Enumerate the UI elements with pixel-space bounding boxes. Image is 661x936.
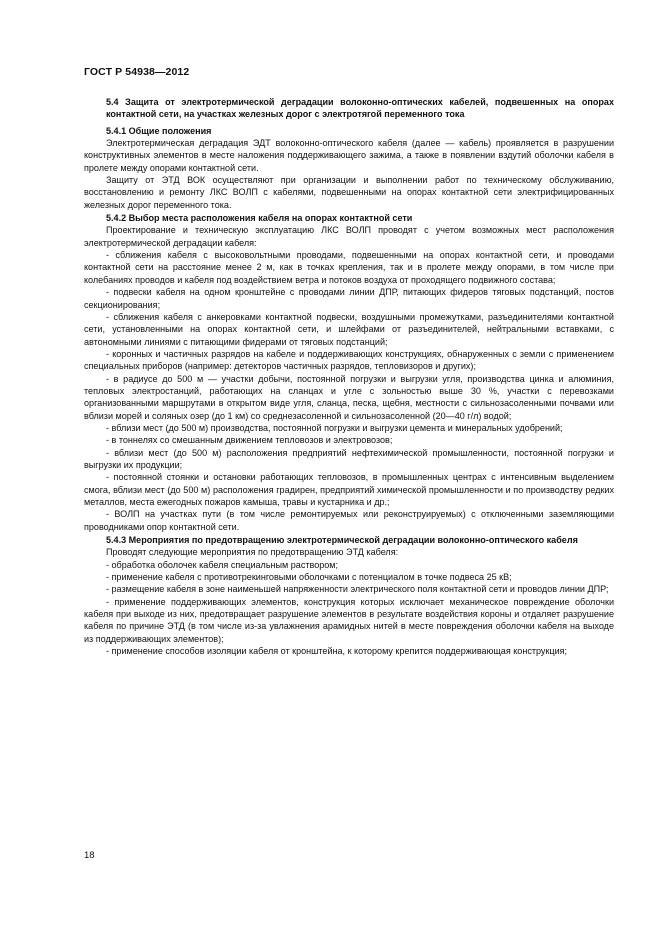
list-item: - подвески кабеля на одном кронштейне с проводами линии ДПР, питающих фидеров тяговых подстанций, постов секционирования; <box>84 287 614 310</box>
subsection-heading-542: 5.4.2 Выбор места расположения кабеля на опорах контактной сети <box>106 213 413 224</box>
list-item: - сближения кабеля с высоковольтными проводами, подвешенными на опорах контактной сети, и проводами контактной сети на расстояние менее 2 м, как в точках крепления, так и в пролете между опорами, в том числе при колебаниях проводов и кабеля под воздействием ветра и потоков воздуха от проходящего подвижного состава; <box>84 250 614 285</box>
paragraph: Защиту от ЭТД ВОК осуществляют при организации и выполнении работ по техническому обслуживанию, восстановлению и ремонту ЛКС ВОЛП с кабелями, подвешенными на опорах контактной сети электрифицированных железных дорог переменного тока. <box>84 175 614 210</box>
paragraph: Проектирование и техническую эксплуатацию ЛКС ВОЛП проводят с учетом возможных мест расположения электротермической деградации кабеля: <box>84 225 614 248</box>
list-item: - вблизи мест (до 500 м) производства, постоянной погрузки и выгрузки цемента и минеральных удобрений; <box>106 422 563 433</box>
section-title: 5.4 Защита от электротермической деградации волоконно-оптических кабелей, подвешенных на опорах контактной сети, на участках железных дорог с электротягой переменного тока <box>106 97 614 120</box>
list-item: - размещение кабеля в зоне наименьшей напряженности электрического поля контактной сети и проводов линии ДПР; <box>106 584 609 595</box>
page-number: 18 <box>84 850 95 861</box>
list-item: - сближения кабеля с анкеровками контактной подвески, воздушными промежутками, разъединителями контактной сети, установленными на опорах контактной сети, и шлейфами от разъединителей, нейтральными вставками, с автономными линиями с питающими фидерами от тяговых подстанций; <box>84 311 614 347</box>
document-header: ГОСТ Р 54938—2012 <box>84 66 190 78</box>
paragraph: Электротермическая деградация ЭДТ волоконно-оптического кабеля (далее — кабель) проявляется в разрушении конструктивных элементов в месте наложения поддерживающего зажима, а также в появлении вздутий оболочки кабеля в пролете между опорами контактной сети. <box>84 138 614 173</box>
document-body <box>84 96 614 657</box>
subsection-heading-541: 5.4.1 Общие положения <box>106 125 212 136</box>
list-item: - в радиусе до 500 м — участки добычи, постоянной погрузки и выгрузки угля, производства цинка и алюминия, тепловых электростанций, работающих на сланцах и угле с зольностью выше 30 %, участки с перевозками организованными маршрутами в открытом виде угля, сланца, песка, щебня, местности с сильнозасоленными почвами или вблизи морей и соляных озер (до 1 км) со среднезасоленной и сильнозасоленной (20—40 г/л) водой; <box>84 373 614 421</box>
paragraph: Проводят следующие мероприятия по предотвращению ЭТД кабеля: <box>106 547 399 558</box>
list-item: - применение поддерживающих элементов, конструкция которых исключает механическое повреждение оболочки кабеля при выходе из них, предотвращает разрушение элементов в результате воздействия короны и отдаляет разрушение кабеля по причине ЭТД (в том числе из-за увлажнения арамидных нитей в месте повреждения оболочки кабеля на выходе из поддерживающих элементов); <box>84 596 614 644</box>
list-item: - применение способов изоляции кабеля от кронштейна, к которому крепится поддерживающая конструкция; <box>106 646 568 657</box>
subsection-heading-543: 5.4.3 Мероприятия по предотвращению электротермической деградации волоконно-оптического кабеля <box>106 535 578 546</box>
list-item: - постоянной стоянки и остановки работающих тепловозов, в промышленных центрах с интенсивным выделением смога, вблизи мест (до 500 м) расположения градирен, предприятий химической промышленности и по производству редких металлов, места ежегодных пожаров камыша, травы и кустарника и др.; <box>84 472 614 507</box>
list-item: - коронных и частичных разрядов на кабеле и поддерживающих конструкциях, обнаруженных с земли с применением специальных приборов (например: детекторов частичных разрядов, тепловизоров и других); <box>84 348 614 372</box>
list-item: - вблизи мест (до 500 м) расположения предприятий нефтехимической промышленности, постоянной погрузки и выгрузки их продукции; <box>84 447 614 470</box>
list-item: - ВОЛП на участках пути (в том числе ремонтируемых или реконструируемых) с отключенными заземляющими проводниками опор контактной сети. <box>84 509 614 532</box>
list-item: - применение кабеля с противотрекинговыми оболочками с потенциалом в точке подвеса 25 кВ; <box>106 572 512 583</box>
list-item: - обработка оболочек кабеля специальным раствором; <box>106 559 339 570</box>
list-item: - в тоннелях со смешанным движением тепловозов и электровозов; <box>106 435 393 446</box>
